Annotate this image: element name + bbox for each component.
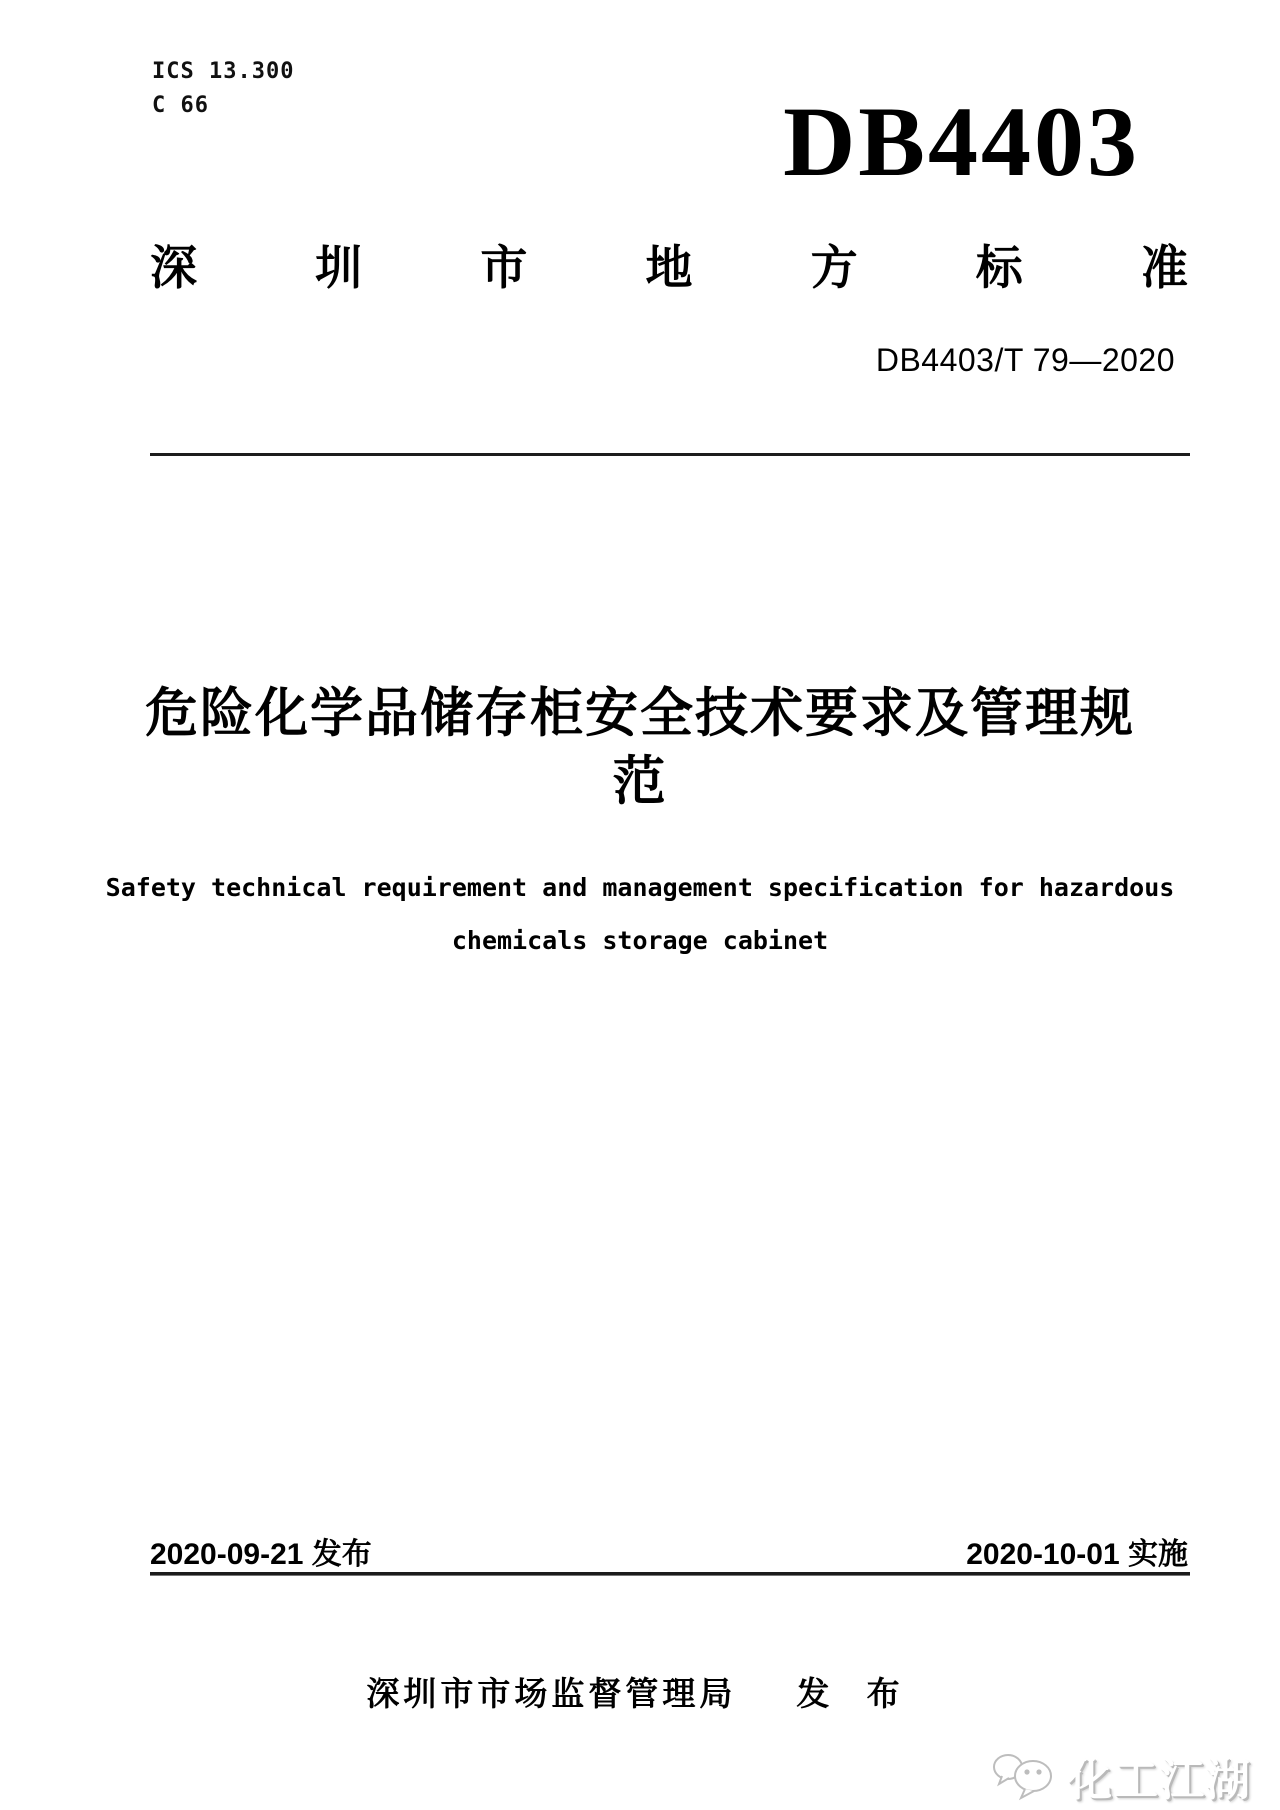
- standard-type-char: 地: [645, 241, 693, 294]
- issue-date: 2020-09-21 发布: [150, 1538, 372, 1571]
- standard-type-char: 标: [975, 241, 1023, 294]
- ics-classification-block: [152, 55, 294, 123]
- standard-type-char: 准: [1140, 241, 1188, 294]
- ics-code: ICS 13.300: [152, 59, 295, 84]
- document-title-line1: 危险化学品储存柜安全技术要求及管理规: [145, 684, 1135, 743]
- document-title-en-line1: Safety technical requirement and management specification for hazardous: [105, 873, 1175, 902]
- document-title-line2: 范: [612, 751, 668, 811]
- standard-type-title: [150, 241, 1188, 294]
- publisher-row: [0, 1668, 1280, 1715]
- class-code: C 66: [152, 93, 209, 119]
- standard-type-char: 圳: [315, 241, 363, 294]
- standard-body-logo: DB4403: [783, 86, 1140, 197]
- header-divider-rule: [150, 453, 1190, 456]
- watermark: [992, 1744, 1252, 1808]
- document-title-en: [60, 862, 1220, 967]
- watermark-text: 化工江湖: [1068, 1756, 1252, 1805]
- standard-type-char: 深: [150, 241, 197, 294]
- publisher-name: 深圳市市场监督管理局: [366, 1675, 737, 1712]
- footer-divider-rule: [150, 1572, 1190, 1576]
- implementation-date: 2020-10-01 实施: [966, 1538, 1188, 1571]
- wechat-icon: [992, 1750, 1058, 1802]
- document-title-zh: [90, 680, 1190, 816]
- publish-label: 发 布: [796, 1675, 914, 1712]
- standard-type-char: 市: [480, 241, 528, 294]
- standard-number: DB4403/T 79—2020: [875, 342, 1175, 378]
- date-row: [150, 1540, 1188, 1570]
- document-title-en-line2: chemicals storage cabinet: [451, 925, 829, 955]
- standard-type-char: 方: [810, 241, 858, 294]
